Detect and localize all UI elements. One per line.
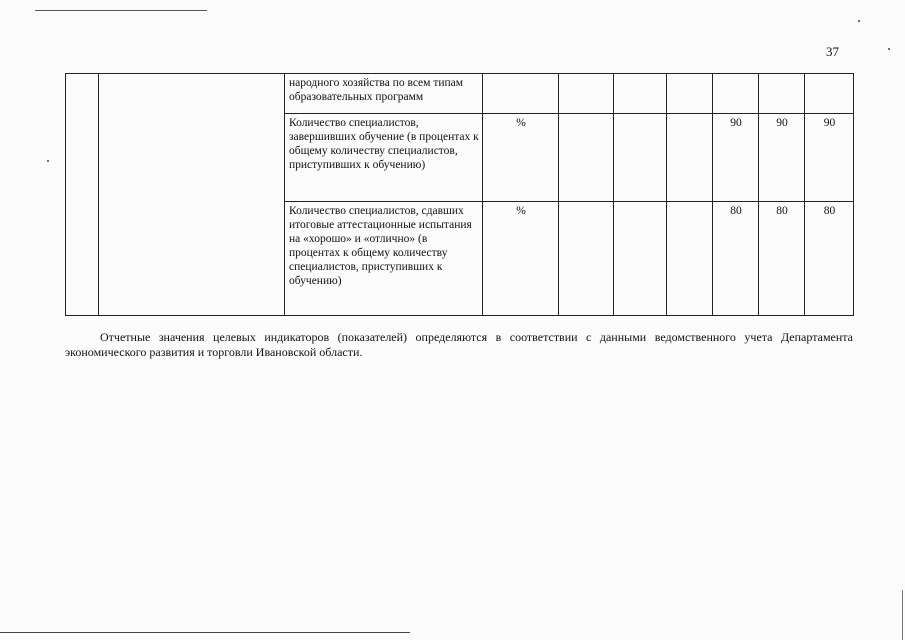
table-cell-indicator: Количество специалистов, завершивших обучение (в процентах к общему количеству специалистов, приступивших к обучению) bbox=[285, 114, 483, 202]
table-cell-value: 90 bbox=[805, 114, 854, 202]
table-cell-value bbox=[667, 114, 713, 202]
scan-artifact-line-right bbox=[902, 590, 903, 640]
table-cell-indicator: Количество специалистов, сдавших итоговые аттестационные испытания на «хорошо» и «отлично» (в процентах к общему количеству специалистов, приступивших к обучению) bbox=[285, 202, 483, 316]
scan-artifact-line-top bbox=[35, 10, 207, 11]
table-cell-value: 90 bbox=[759, 114, 805, 202]
table-cell-value: 80 bbox=[805, 202, 854, 316]
table-cell-value bbox=[759, 74, 805, 114]
table-row bbox=[66, 74, 854, 114]
scan-speck bbox=[47, 160, 49, 162]
table-cell-value bbox=[559, 114, 614, 202]
table-cell-value bbox=[805, 74, 854, 114]
table-cell-value bbox=[614, 202, 667, 316]
table-cell-value: 80 bbox=[713, 202, 759, 316]
page-number: 37 bbox=[826, 44, 839, 59]
table-cell-unit bbox=[483, 74, 559, 114]
scan-speck bbox=[858, 20, 860, 22]
table-cell-value bbox=[559, 202, 614, 316]
table-cell-unit: % bbox=[483, 114, 559, 202]
table-cell-value: 80 bbox=[759, 202, 805, 316]
scan-speck bbox=[888, 48, 890, 50]
table-cell-program-name bbox=[99, 74, 285, 316]
table-cell-unit: % bbox=[483, 202, 559, 316]
table-cell-value bbox=[559, 74, 614, 114]
table-cell-value bbox=[614, 74, 667, 114]
table-cell-value bbox=[667, 74, 713, 114]
table-cell-value: 90 bbox=[713, 114, 759, 202]
table-cell-value bbox=[667, 202, 713, 316]
table-cell-indicator: народного хозяйства по всем типам образовательных программ bbox=[285, 74, 483, 114]
footnote-paragraph: Отчетные значения целевых индикаторов (показателей) определяются в соответствии с данными ведомственного учета Департамента экономического развития и торговли Ивановской области. bbox=[65, 330, 853, 359]
table-cell-value bbox=[713, 74, 759, 114]
table-cell-value bbox=[614, 114, 667, 202]
scan-artifact-line-bottom bbox=[0, 632, 410, 633]
table-cell-number bbox=[66, 74, 99, 316]
indicators-table bbox=[65, 73, 854, 316]
